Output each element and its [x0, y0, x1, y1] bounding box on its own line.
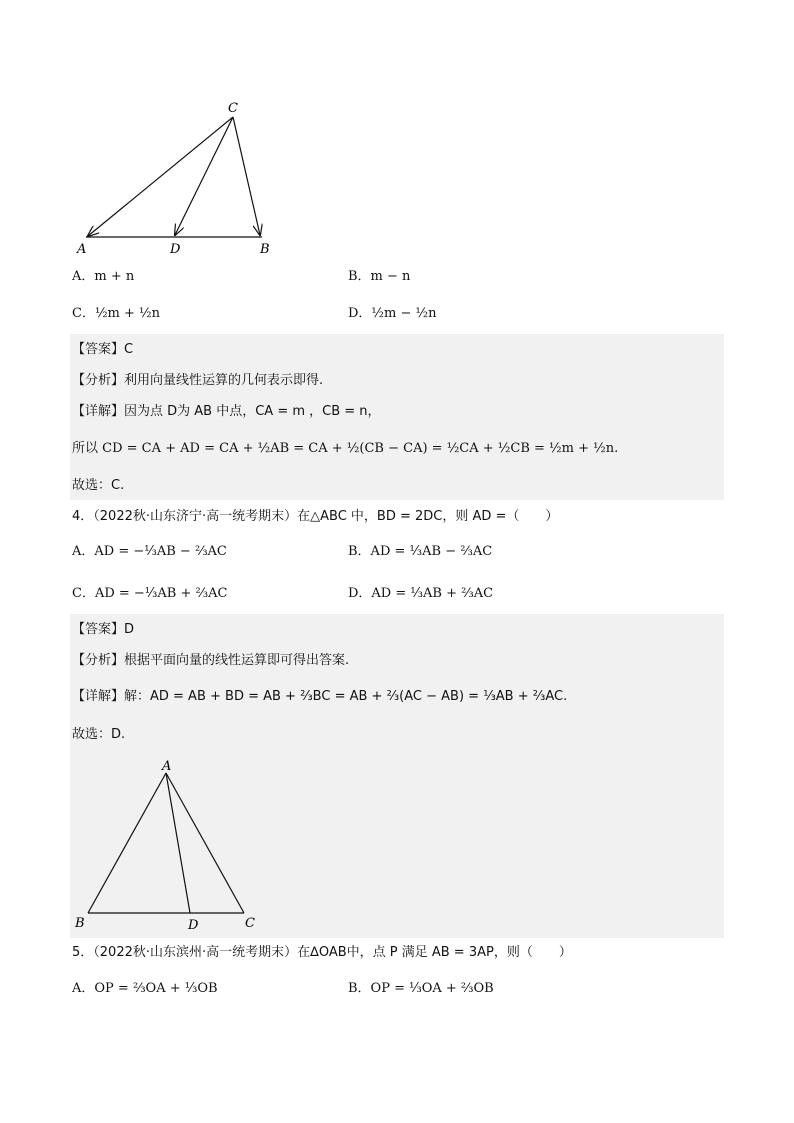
vector-ca: [88, 117, 233, 236]
q3-option-a: A．m + n: [72, 269, 135, 284]
q4-option-c: C．AD = −⅓AB + ⅔AC: [72, 586, 228, 601]
vector-cb: [233, 117, 260, 235]
q4-option-b: B．AD = ⅓AB − ⅔AC: [348, 544, 493, 559]
q5-option-b: B．OP = ⅓OA + ⅔OB: [348, 981, 494, 996]
label-b: B: [75, 916, 85, 931]
label-c: C: [245, 916, 255, 931]
q3-option-c: C．½m + ½n: [72, 306, 161, 321]
label-a: A: [162, 759, 172, 774]
label-d: D: [170, 242, 181, 257]
q3-answer: 【答案】C: [72, 342, 134, 357]
q4-stem: 4．（2022秋·山东济宁·高一统考期末）在△ABC 中，BD = 2DC，则 AD =（ ）: [72, 509, 559, 524]
segment-ab: [88, 773, 166, 913]
figure-triangle-abc: [70, 755, 270, 935]
q4-option-a: A．AD = −⅓AB − ⅔AC: [72, 544, 227, 559]
q3-option-d: D．½m − ½n: [348, 306, 437, 321]
q4-answer: 【答案】D: [72, 622, 135, 637]
label-b: B: [260, 242, 270, 257]
q3-conclusion: 故选：C.: [72, 478, 125, 493]
label-d: D: [188, 918, 199, 933]
q4-analysis: 【分析】根据平面向量的线性运算即可得出答案.: [72, 653, 350, 668]
q4-conclusion: 故选：D.: [72, 727, 126, 742]
q4-detail: 【详解】解：AD = AB + BD = AB + ⅔BC = AB + ⅔(AC − AB) = ⅓AB + ⅔AC.: [72, 689, 568, 704]
q3-analysis: 【分析】利用向量线性运算的几何表示即得.: [72, 373, 324, 388]
vector-cd: [175, 117, 233, 235]
q5-option-a: A．OP = ⅔OA + ⅓OB: [72, 981, 218, 996]
q3-detail: 【详解】因为点 D为 AB 中点，CA = m ，CB = n，: [72, 404, 381, 419]
q3-option-b: B．m − n: [348, 269, 411, 284]
label-c: C: [228, 101, 238, 116]
label-a: A: [77, 242, 87, 257]
q4-option-d: D．AD = ⅓AB + ⅔AC: [348, 586, 494, 601]
q5-stem: 5．（2022秋·山东滨州·高一统考期末）在∆OAB中，点 P 满足 AB = 3AP，则（ ）: [72, 945, 572, 960]
q3-derivation: 所以 CD = CA + AD = CA + ½AB = CA + ½(CB − CA) = ½CA + ½CB = ½m + ½n.: [72, 441, 619, 456]
figure-triangle-cab: [70, 95, 300, 260]
